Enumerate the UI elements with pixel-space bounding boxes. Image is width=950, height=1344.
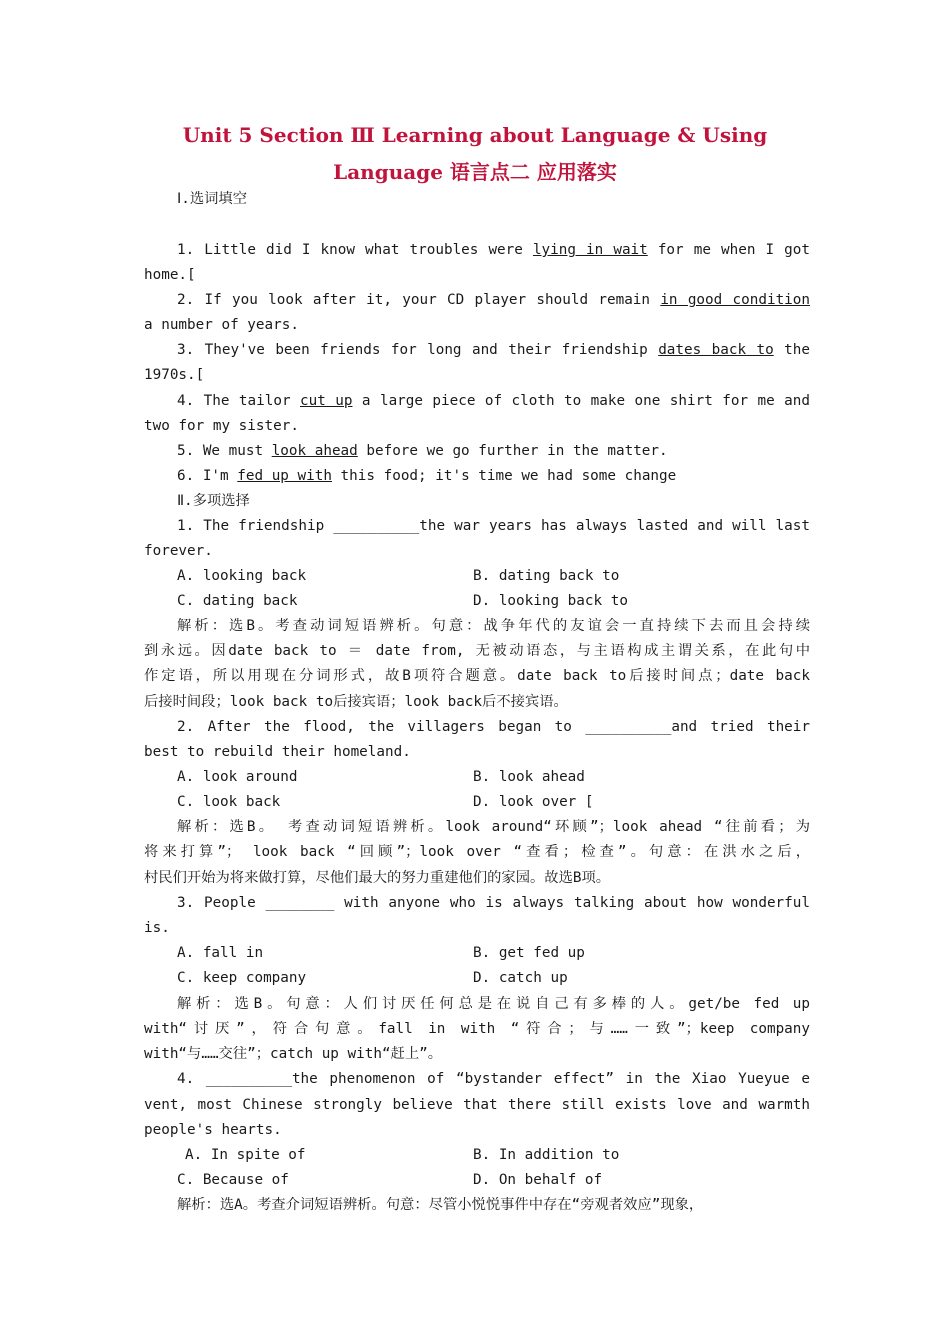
question-4-stem: 4. __________the phenomenon of “bystander effect” in the Xiao Yueyue e [177,1071,810,1087]
document-title-line2: Language 语言点二 应用落实 [333,160,617,184]
option-a: A. In spite of [185,1147,306,1163]
question-2-analysis-3: 村民们开始为将来做打算，尽他们最大的努力重建他们的家园。故选B项。 [144,870,611,886]
fill-item-4-cont: two for my sister. [144,418,299,434]
option-c: C. dating back [177,593,298,609]
fill-answer: fed up with [237,468,332,484]
fill-item-2 [177,288,810,313]
question-1-analysis-4: 后接时间段；look back to后接宾语；look back后不接宾语。 [144,694,568,710]
question-1-stem-cont: forever. [144,543,213,559]
option-b: B. In addition to [473,1147,620,1163]
fill-item-3 [177,338,810,363]
fill-pre: 6. I'm [177,468,238,484]
fill-pre: 4. The tailor [177,393,300,409]
fill-answer: look ahead [271,443,358,459]
option-b: B. dating back to [473,568,620,584]
fill-post: for me when I got [647,242,810,258]
fill-post: this food; it's time we had some change [331,468,677,484]
question-1-analysis-1: 解析：选B。考查动词短语辨析。句意：战争年代的友谊会一直持续下去而且会持续 [177,618,810,634]
option-d: D. look over [ [473,794,594,810]
fill-post: the [773,342,810,358]
question-4-stem-cont: vent, most Chinese strongly believe that there still exists love and warmth [144,1097,810,1113]
question-4-options-row1 [185,1143,810,1168]
fill-item-2-cont: a number of years. [144,317,299,333]
fill-item-5 [177,439,810,464]
option-d: D. On behalf of [473,1172,603,1188]
question-3-stem: 3. People ________ with anyone who is always talking about how wonderful [177,895,810,911]
option-c: C. Because of [177,1172,289,1188]
question-2-options-row2 [177,790,810,815]
fill-item-1-cont: home.[ [144,267,196,283]
question-3-analysis-2: with“讨厌”，符合句意。fall in with “符合；与……一致”；keep company [144,1021,810,1037]
fill-post: before we go further in the matter. [357,443,668,459]
fill-pre: 2. If you look after it, your CD player should remain [177,292,661,308]
question-2-analysis-1: 解析：选B。 考查动词短语辨析。look around“环顾”；look ahead “往前看；为 [177,819,810,835]
question-1-analysis-2: 到永远。因date back to ＝ date from, 无被动语态，与主语构成主谓关系，在此句中 [144,643,810,659]
fill-answer: lying in wait [532,242,648,258]
fill-item-6 [177,464,810,489]
question-3-analysis-3: with“与……交往”；catch up with“赶上”。 [144,1046,443,1062]
question-1-analysis-3: 作定语，所以用现在分词形式，故B项符合题意。date back to后接时间点；date back [144,668,810,684]
question-1-stem: 1. The friendship __________the war years has always lasted and will last [177,518,810,534]
option-c: C. keep company [177,970,307,986]
question-2-analysis-2: 将来打算”； look back “回顾”；look over “查看；检查”。句意：在洪水之后， [144,844,810,860]
question-2-stem-cont: best to rebuild their homeland. [144,744,411,760]
document-title-line1: Unit 5 Section Ⅲ Learning about Language & Using [182,123,768,147]
fill-item-4 [177,389,810,414]
fill-pre: 1. Little did I know what troubles were [177,242,533,258]
option-d: D. catch up [473,970,568,986]
question-4-analysis-1: 解析：选A。考查介词短语辨析。句意：尽管小悦悦事件中存在“旁观者效应”现象， [177,1197,704,1213]
option-b: B. get fed up [473,945,585,961]
fill-item-1 [177,238,810,263]
fill-answer: dates back to [658,342,774,358]
question-4-stem-cont2: people's hearts. [144,1122,282,1138]
fill-pre: 5. We must [177,443,272,459]
question-3-options-row2 [177,966,810,991]
fill-answer: cut up [300,393,353,409]
option-c: C. look back [177,794,281,810]
question-3-stem-cont: is. [144,920,170,936]
question-3-options-row1 [177,941,810,966]
question-2-stem: 2. After the flood, the villagers began to __________and tried their [177,719,810,735]
option-b: B. look ahead [473,769,585,785]
option-d: D. looking back to [473,593,628,609]
question-1-options-row1 [177,564,810,589]
option-a: A. looking back [177,568,307,584]
section1-heading: Ⅰ.选词填空 [177,191,248,207]
fill-post: a large piece of cloth to make one shirt for me and [352,393,810,409]
fill-answer: in good condition [660,292,810,308]
fill-item-3-cont: 1970s.[ [144,367,205,383]
option-a: A. look around [177,769,298,785]
section2-heading: Ⅱ.多项选择 [177,493,250,509]
question-3-analysis-1: 解析：选B。句意：人们讨厌任何总是在说自己有多棒的人。get/be fed up [177,996,810,1012]
option-a: A. fall in [177,945,264,961]
question-2-options-row1 [177,765,810,790]
question-4-options-row2 [177,1168,810,1193]
fill-pre: 3. They've been friends for long and their friendship [177,342,659,358]
question-1-options-row2 [177,589,810,614]
